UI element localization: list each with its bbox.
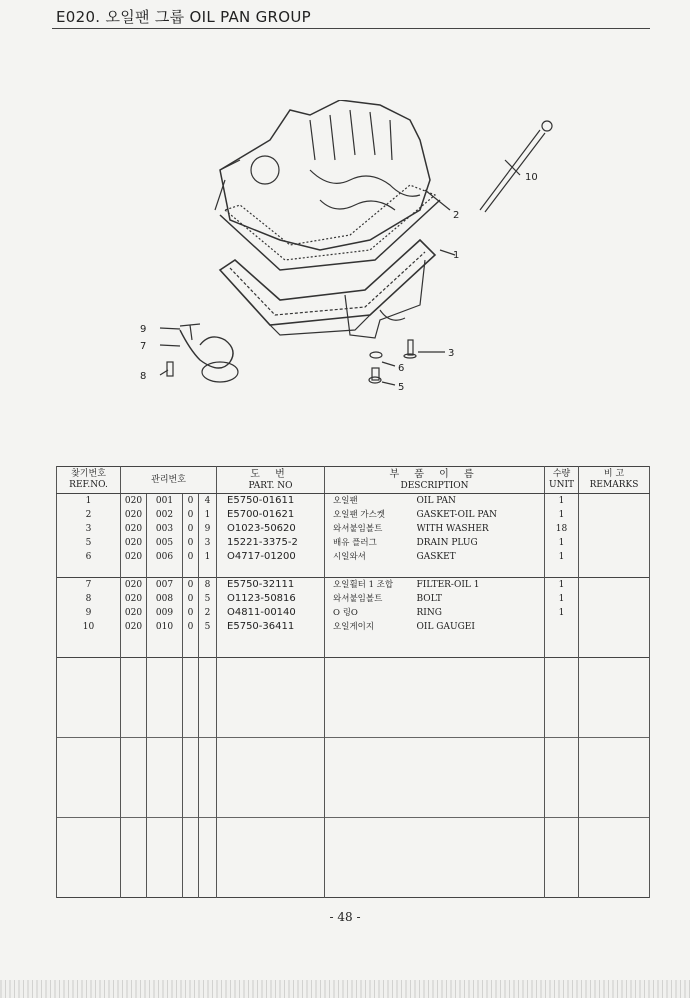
header-unit: 수량 UNIT xyxy=(545,467,579,494)
page-title: E020. 오일팬 그룹 OIL PAN GROUP xyxy=(56,8,311,26)
mgmt-col-1: 020 020 020 020 xyxy=(121,578,147,658)
mgmt-col-2: 007 008 009 010 xyxy=(147,578,183,658)
parts-table xyxy=(56,466,650,898)
table-empty-row xyxy=(57,738,650,818)
callout-1: 1 xyxy=(453,250,460,261)
desc-eng-col: FILTER-OIL 1 BOLT RING OIL GAUGEI xyxy=(415,578,545,658)
table-empty-row xyxy=(57,658,650,738)
header-mgmt: 관리번호 xyxy=(121,467,217,494)
part-no-col: E5750-01611 E5700-01621 O1023-50620 15221-3375-2 O4717-01200 xyxy=(217,494,325,578)
remarks-col xyxy=(579,578,650,658)
mgmt-col-4: 4 1 9 3 1 xyxy=(199,494,217,578)
header-description: 부 품 이 름 DESCRIPTION xyxy=(325,467,545,494)
page-number: - 48 - xyxy=(329,910,361,924)
callout-6: 6 xyxy=(398,363,405,374)
header-remarks: 비 고 REMARKS xyxy=(579,467,650,494)
callout-3: 3 xyxy=(448,348,455,359)
table-group-1 xyxy=(57,494,650,578)
desc-kor-col: 오일팬 오일팬 가스켓 와셔붙임볼트 배유 플러그 시일와셔 xyxy=(325,494,415,578)
mgmt-col-3: 0 0 0 0 xyxy=(183,578,199,658)
callout-8: 8 xyxy=(140,371,147,382)
header-part: 도 번 PART. NO xyxy=(217,467,325,494)
table-header-row xyxy=(57,467,650,494)
remarks-col xyxy=(579,494,650,578)
mgmt-col-2: 001 002 003 005 006 xyxy=(147,494,183,578)
callout-9: 9 xyxy=(140,324,147,335)
desc-kor-col: 오일휠터 1 조합 와셔붙임볼트 O 링O 오일게이지 xyxy=(325,578,415,658)
unit-col: 1 1 1 xyxy=(545,578,579,658)
table-empty-row xyxy=(57,818,650,898)
title-divider xyxy=(52,28,650,29)
unit-col: 1 1 18 1 1 xyxy=(545,494,579,578)
mgmt-col-4: 8 5 2 5 xyxy=(199,578,217,658)
callout-5: 5 xyxy=(398,382,405,393)
desc-eng-col: OIL PAN GASKET-OIL PAN WITH WASHER DRAIN PLUG GASKET xyxy=(415,494,545,578)
mgmt-col-3: 0 0 0 0 0 xyxy=(183,494,199,578)
part-no-col: E5750-32111 O1123-50816 O4811-00140 E5750-36411 xyxy=(217,578,325,658)
oil-pan-exploded-diagram xyxy=(120,100,560,410)
callout-2: 2 xyxy=(453,210,460,221)
ref-col: 1 2 3 5 6 xyxy=(57,494,121,578)
scan-artifact-strip xyxy=(0,980,690,998)
header-ref: 찾기번호 REF.NO. xyxy=(57,467,121,494)
callout-7: 7 xyxy=(140,341,147,352)
mgmt-col-1: 020 020 020 020 020 xyxy=(121,494,147,578)
table-group-2 xyxy=(57,578,650,658)
ref-col: 7 8 9 10 xyxy=(57,578,121,658)
callout-10: 10 xyxy=(525,172,538,183)
